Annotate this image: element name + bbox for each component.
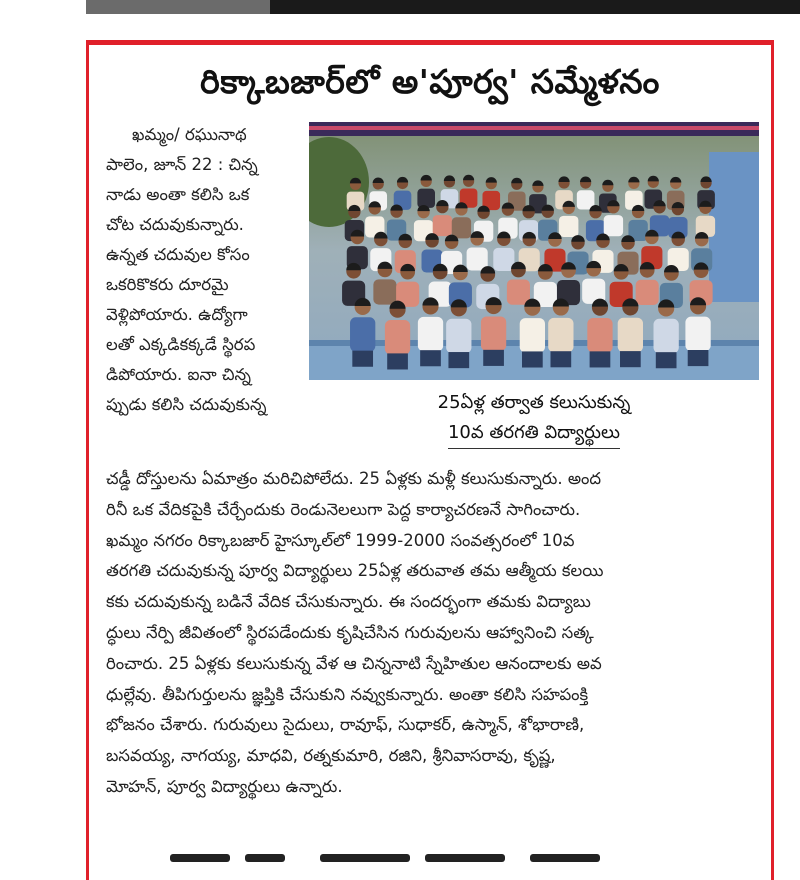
lead-line: ఒకరికొకరు దూరమై: [106, 275, 229, 294]
lead-line: లతో ఎక్కడికక్కడే స్థిరప: [106, 335, 256, 354]
body-line: ధుల్లేవు. తీపిగుర్తులను జ్ఞప్తికి చేసుకుని నవ్వుకున్నారు. అంతా కలిసి సహపంక్తి: [106, 684, 589, 704]
article-body: [106, 464, 766, 803]
lead-line: చోట చదువుకున్నారు.: [106, 215, 244, 234]
body-line: తరగతి చదువుకున్న పూర్వ విద్యార్థులు 25ఏళ్ల తరువాత తమ ఆత్మీయ కలయి: [106, 561, 604, 581]
lead-line: నాడు అంతా కలిసి ఒక: [106, 185, 250, 204]
body-line: కకు చదువుకున్న బడినే వేదిక చేసుకున్నారు. ఈ సందర్భంగా తమకు విద్యాబు: [106, 592, 591, 612]
caption-line: 10వ తరగతి విద్యార్థులు: [448, 418, 620, 449]
body-line: ద్ధులు నేర్పి జీవితంలో స్థిరపడేందుకు కృషిచేసిన గురువులను ఆహ్వానించి సత్క: [106, 622, 594, 642]
lead-line: డిపోయారు. ఐనా చిన్న: [106, 365, 252, 384]
lead-line: ఖమ్మం/ రఘునాథ: [132, 125, 247, 144]
body-line: మోహన్, పూర్వ విద్యార్థులు ఉన్నారు.: [106, 776, 343, 796]
lead-line: వెళ్లిపోయారు. ఉద్యోగా: [106, 305, 248, 324]
body-line: ఖమ్మం నగరం రిక్కాబజార్ హైస్కూల్‌లో 1999-2000 సంవత్సరంలో 10వ: [106, 530, 575, 550]
next-headline-cropped: [170, 846, 690, 862]
header-bar-dark: [270, 0, 800, 14]
body-line: బసవయ్య, నాగయ్య, మాధవి, రత్నకుమారి, రజిని, శ్రీనివాసరావు, కృష్ణ,: [106, 746, 556, 766]
lead-line: ఉన్నత చదువుల కోసం: [106, 245, 250, 264]
body-line: భోజనం చేశారు. గురువులు సైదులు, రావూఫ్, సుధాకర్, ఉస్మాన్, శోభారాణి,: [106, 715, 585, 735]
body-line: చడ్డీ దోస్తులను ఏమాత్రం మరిచిపోలేదు. 25 ఏళ్లకు మళ్లీ కలుసుకున్నారు. అంద: [106, 469, 602, 488]
article-headline: రిక్కాబజార్‌లో అ'పూర్వ' సమ్మేళనం: [200, 62, 660, 101]
photo-caption: [309, 388, 759, 449]
lead-line: పాలెం, జూన్ 22 : చిన్న: [106, 155, 258, 174]
body-line: రినీ ఒక వేదికపైకి చేర్చేందుకు రెండునెలలుగా పెద్ద కార్యాచరణనే సాగించారు.: [106, 499, 581, 519]
body-line: రించారు. 25 ఏళ్లకు కలుసుకున్న వేళ ఆ చిన్ననాటి స్నేహితుల ఆనందాలకు అవ: [106, 653, 602, 673]
lead-paragraph: [106, 120, 302, 420]
header-bar-grey: [86, 0, 270, 14]
lead-line: ప్పుడు కలిసి చదువుకున్న: [106, 395, 267, 414]
group-photo: [309, 122, 759, 380]
caption-line: 25ఏళ్ల తర్వాత కలుసుకున్న: [437, 392, 631, 413]
